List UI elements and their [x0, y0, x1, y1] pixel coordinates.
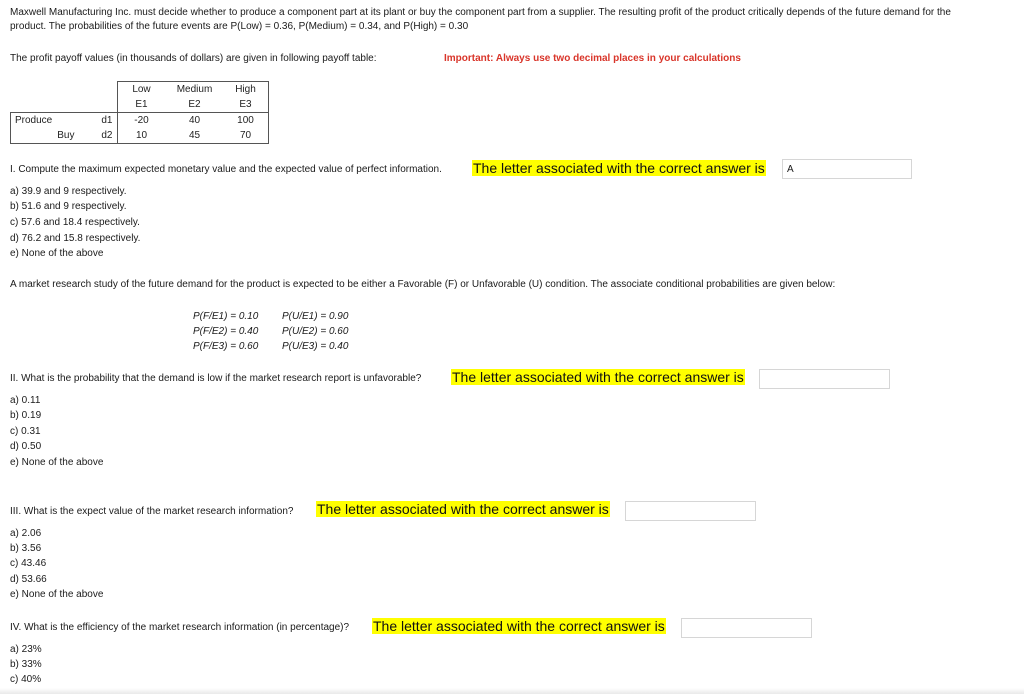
q1-text: I. Compute the maximum expected monetary value and the expected value of perfect information. [10, 164, 442, 175]
prob-u-e2: P(U/E2) = 0.60 [282, 326, 349, 337]
q4-answer-prompt: The letter associated with the correct answer is [373, 618, 665, 634]
intro-line-1: Maxwell Manufacturing Inc. must decide whether to produce a component part at its plant or buy the component part from a supplier. The resulting profit of the product critically depends of the future demand for the [10, 7, 951, 18]
cell-d1-e1: -20 [134, 115, 149, 126]
decision-d2: d2 [81, 128, 118, 144]
q2-option-d[interactable]: d) 0.50 [10, 441, 42, 452]
q3-option-b[interactable]: b) 3.56 [10, 543, 42, 554]
q2-option-e[interactable]: e) None of the above [10, 457, 104, 468]
important-note: Important: Always use two decimal places in your calculations [444, 53, 741, 64]
q2-option-a[interactable]: a) 0.11 [10, 395, 41, 406]
unfavorable-probabilities [282, 309, 348, 354]
q1-option-e[interactable]: e) None of the above [10, 248, 104, 259]
intro-line-2: product. The probabilities of the future events are P(Low) = 0.36, P(Medium) = 0.34, and P(High) = 0.30 [10, 21, 469, 32]
subheader-e2: E2 [166, 97, 224, 113]
q1-option-c[interactable]: c) 57.6 and 18.4 respectively. [10, 217, 140, 228]
q4-text: IV. What is the efficiency of the market research information (in percentage)? [10, 622, 350, 633]
subheader-e3: E3 [224, 97, 269, 113]
q2-answer-prompt: The letter associated with the correct answer is [452, 369, 744, 385]
q3-answer-input[interactable] [625, 501, 756, 521]
row-label-produce: Produce [11, 113, 81, 129]
q4-option-c[interactable]: c) 40% [10, 674, 42, 685]
table-row [11, 128, 269, 144]
payoff-intro: The profit payoff values (in thousands of dollars) are given in following payoff table: [10, 53, 377, 64]
favorable-probabilities [193, 309, 258, 354]
q1-option-b[interactable]: b) 51.6 and 9 respectively. [10, 201, 127, 212]
q2-option-b[interactable]: b) 0.19 [10, 410, 42, 421]
prob-u-e3: P(U/E3) = 0.40 [282, 341, 349, 352]
q4-option-a[interactable]: a) 23% [10, 644, 42, 655]
payoff-table [10, 81, 269, 144]
prob-f-e3: P(F/E3) = 0.60 [193, 341, 259, 352]
q2-text: II. What is the probability that the demand is low if the market research report is unfavorable? [10, 373, 422, 384]
row-label-buy: Buy [11, 128, 81, 144]
q1-option-d[interactable]: d) 76.2 and 15.8 respectively. [10, 233, 141, 244]
header-high: High [224, 82, 269, 98]
q3-text: III. What is the expect value of the market research information? [10, 506, 294, 517]
q1-answer-input[interactable]: A [782, 159, 912, 179]
q2-answer-input[interactable] [759, 369, 890, 389]
prob-f-e1: P(F/E1) = 0.10 [193, 311, 259, 322]
cell-d2-e1: 10 [117, 128, 166, 144]
cell-d2-e3: 70 [224, 128, 269, 144]
decision-d1: d1 [81, 113, 118, 129]
cell-d2-e2: 45 [166, 128, 224, 144]
subheader-e1: E1 [117, 97, 166, 113]
q4-option-b[interactable]: b) 33% [10, 659, 42, 670]
header-medium: Medium [166, 82, 224, 98]
table-row [11, 113, 269, 129]
q2-option-c[interactable]: c) 0.31 [10, 426, 41, 437]
problem-intro [10, 6, 1010, 34]
header-low: Low [117, 82, 166, 98]
cell-d1-e2: 40 [188, 115, 201, 126]
prob-f-e2: P(F/E2) = 0.40 [193, 326, 259, 337]
q3-answer-prompt: The letter associated with the correct answer is [317, 501, 609, 517]
q4-answer-input[interactable] [681, 618, 812, 638]
market-research-intro: A market research study of the future demand for the product is expected to be either a Favorable (F) or Unfavorable (U) condition. The associate conditional probabilities are given below: [10, 279, 836, 290]
q1-answer-prompt: The letter associated with the correct answer is [473, 160, 765, 176]
q3-option-d[interactable]: d) 53.66 [10, 574, 47, 585]
cell-d1-e3: 100 [224, 113, 269, 129]
q3-option-c[interactable]: c) 43.46 [10, 558, 47, 569]
prob-u-e1: P(U/E1) = 0.90 [282, 311, 349, 322]
bottom-edge-shade [0, 688, 1024, 694]
q1-option-a[interactable]: a) 39.9 and 9 respectively. [10, 186, 127, 197]
q3-option-e[interactable]: e) None of the above [10, 589, 104, 600]
q3-option-a[interactable]: a) 2.06 [10, 528, 42, 539]
